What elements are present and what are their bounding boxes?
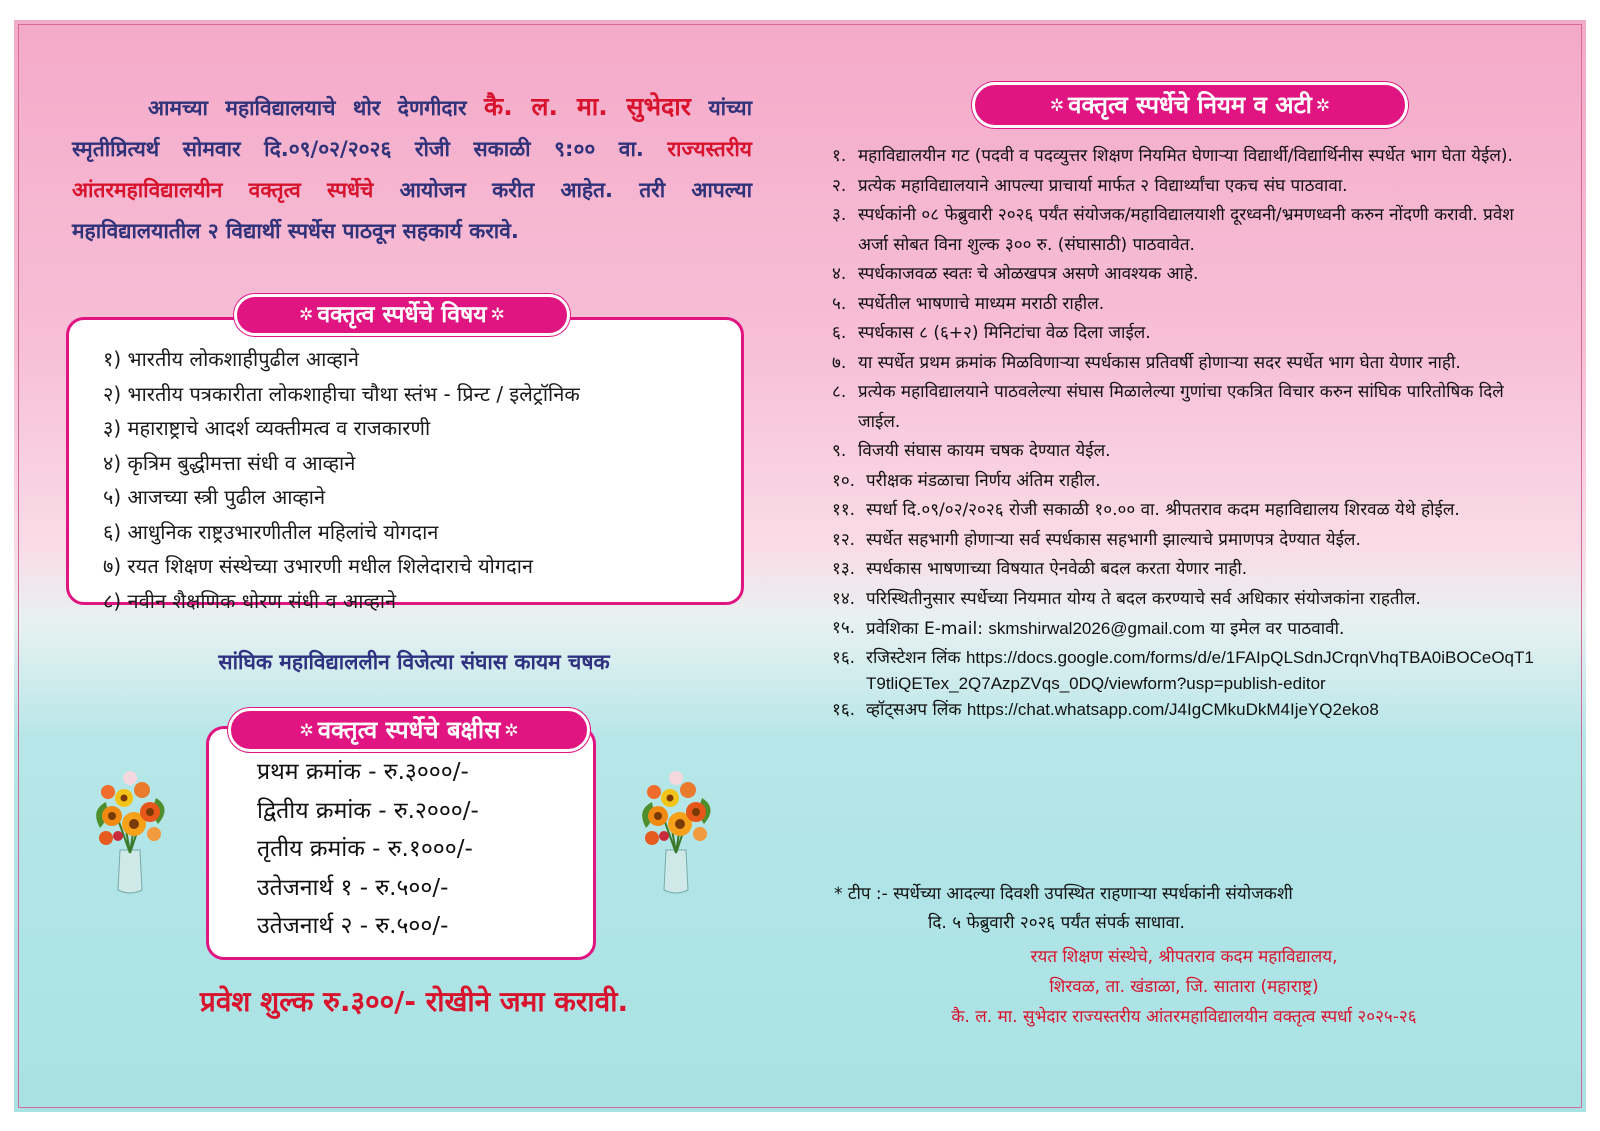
subjects-box [66, 317, 744, 613]
email-tail: या इमेल वर पाठवावी. [1210, 619, 1345, 639]
prize-item: द्वितीय क्रमांक - रु.२०००/- [257, 797, 479, 824]
note-line-1: * टीप :- स्पर्धेच्या आदल्या दिवशी उपस्थित राहणाऱ्या स्पर्धकांनी संयोजकशी [834, 884, 1293, 904]
rule-item [832, 585, 1540, 615]
prizes-heading-text: वक्तृत्व स्पर्धेचे बक्षीस [317, 716, 501, 744]
prize-item: उतेजनार्थ २ - रु.५००/- [257, 913, 449, 939]
rule-text: स्पर्धेत सहभागी होणाऱ्या सर्व स्पर्धकास सहभागी झाल्याचे प्रमाणपत्र देण्यात येईल. [866, 529, 1361, 550]
rule-number: २. [832, 175, 847, 196]
rule-item [832, 526, 1540, 556]
subject-item: ५) आजच्या स्त्री पुढील आव्हाने [103, 485, 326, 509]
rule-number: १४. [832, 588, 856, 609]
subject-item: ७) रयत शिक्षण संस्थेच्या उभारणी मधील शिलेदाराचे योगदान [103, 554, 534, 578]
subjects-list [69, 320, 741, 618]
asterisk-icon: ✲ [504, 721, 519, 741]
footer-line-2: शिरवळ, ता. खंडाळा, जि. सातारा (महाराष्ट्र) [1049, 977, 1319, 997]
subject-item: १) भारतीय लोकशाहीपुढील आव्हाने [103, 347, 360, 371]
intro-text-2: यांच्या स्मृतीप्रित्यर्थ सोमवार दि.०९/०२/२०२६ रोजी सकाळी ९:०० वा. [72, 96, 753, 161]
whatsapp-label: व्हॉट्सअप लिंक [866, 699, 962, 720]
email-label: प्रवेशिका E-mail: [866, 619, 983, 639]
whatsapp-link[interactable]: https://chat.whatsapp.com/J4IgCMkuDkM4IjeYQ2eko8 [966, 699, 1379, 719]
rule-number: १५. [832, 618, 856, 638]
rule-item [832, 496, 1540, 526]
donor-name: कै. ल. मा. सुभेदार [484, 92, 692, 121]
rule-item [832, 201, 1540, 260]
rule-text: स्पर्धकाजवळ स्वतः चे ओळखपत्र असणे आवश्यक आहे. [858, 264, 1199, 284]
rule-number: १६. [832, 699, 856, 720]
college-footer [844, 942, 1524, 1032]
rule-text: विजयी संघास कायम चषक देण्यात येईल. [858, 441, 1111, 461]
intro-paragraph [72, 86, 752, 252]
email-link[interactable]: skmshirwal2026@gmail.com [988, 619, 1205, 638]
rule-number: ५. [832, 293, 847, 314]
rule-text: महाविद्यालयीन गट (पदवी व पदव्युत्तर शिक्षण नियमित घेणाऱ्या विद्यार्थी/विद्यार्थिनीस स्पर्धेत भाग घेता येईल). [858, 146, 1513, 166]
note-line-2: दि. ५ फेब्रुवारी २०२६ पर्यंत संपर्क साधावा. [928, 913, 1185, 933]
subject-item: ८) नवीन शैक्षणिक धोरण संधी व आव्हाने [103, 588, 397, 613]
intro-text-1: आमच्या महाविद्यालयाचे थोर देणगीदार [148, 96, 467, 120]
rule-text: स्पर्धकास ८ (६+२) मिनिटांचा वेळ दिला जाईल. [858, 323, 1151, 343]
flower-bouquet-icon [84, 758, 176, 896]
rule-item [832, 467, 1540, 497]
footer-line-3: कै. ल. मा. सुभेदार राज्यस्तरीय आंतरमहाविद्यालयीन वक्तृत्व स्पर्धा २०२५-२६ [951, 1007, 1417, 1027]
prize-item: प्रथम क्रमांक - रु.३०००/- [257, 759, 469, 785]
prize-item: उतेजनार्थ १ - रु.५००/- [257, 874, 449, 901]
rule-item [832, 172, 1540, 202]
rule-text: स्पर्धेतील भाषणाचे माध्यम मराठी राहील. [858, 293, 1105, 314]
rule-item [832, 555, 1540, 585]
trophy-line: सांघिक महाविद्याललीन विजेत्या संघास कायम चषक [218, 650, 610, 674]
intro-text-3: आयोजन करीत आहेत. तरी आपल्या महाविद्यालयातील २ विद्यार्थी स्पर्धेस पाठवून सहकार्य करावे. [72, 178, 753, 243]
prizes-heading [228, 708, 590, 752]
rule-item [832, 349, 1540, 379]
rule-text: परीक्षक मंडळाचा निर्णय अंतिम राहील. [866, 470, 1101, 491]
prizes-box [206, 726, 596, 960]
entry-fee: प्रवेश शुल्क रु.३००/- रोखीने जमा करावी. [199, 985, 629, 1018]
rule-text: स्पर्धा दि.०९/०२/२०२६ रोजी सकाळी १०.०० वा. श्रीपतराव कदम महाविद्यालय शिरवळ येथे होईल. [866, 500, 1460, 520]
subject-item: २) भारतीय पत्रकारीता लोकशाहीचा चौथा स्तंभ - प्रिन्ट / इलेट्रॉनिक [103, 381, 580, 406]
asterisk-icon: ✲ [299, 721, 314, 741]
rule-item [832, 290, 1540, 320]
rule-number: ३. [832, 205, 847, 225]
rule-number: १. [832, 146, 847, 166]
registration-link[interactable]: https://docs.google.com/forms/d/e/1FAIpQLSdnJCrqnVhqTBA0iBOCeOqT1T9tliQETex_2Q7AzpZVqs_0DQ/viewform?usp=publish-editor [866, 647, 1534, 693]
rule-item [832, 319, 1540, 349]
contest-name: राज्यस्तरीय आंतरमहाविद्यालयीन वक्तृत्व स्पर्धेचे [72, 137, 752, 202]
registration-label: रजिस्टेशन लिंक [866, 647, 961, 668]
rule-number: १०. [832, 470, 856, 491]
asterisk-icon: ✲ [1049, 96, 1065, 116]
rule-text: स्पर्धकास भाषणाच्या विषयात ऐनवेळी बदल करता येणार नाही. [866, 559, 1248, 579]
note-block [834, 880, 1534, 938]
rule-text: प्रत्येक महाविद्यालयाने पाठवलेल्या संघास मिळालेल्या गुणांचा एकत्रित विचार करुन सांघिक पारितोषिक दिले जाईल. [858, 382, 1504, 432]
asterisk-icon: ✲ [1315, 96, 1331, 116]
rule-text: परिस्थितीनुसार स्पर्धेच्या नियमात योग्य ते बदल करण्याचे सर्व अधिकार संयोजकांना राहतील. [866, 588, 1421, 609]
flower-bouquet-icon [630, 758, 722, 896]
rule-text: स्पर्धकांनी ०८ फेब्रुवारी २०२६ पर्यंत संयोजक/महाविद्यालयाशी दूरध्वनी/भ्रमणध्वनी करुन नोंदणी करावी. प्रवेश अर्जा सोबत विना शुल्क ३०० रु. (संघासाठी) पाठवावेत. [858, 205, 1514, 255]
rule-item-registration [832, 645, 1540, 697]
subjects-heading [234, 294, 570, 336]
rule-number: ११. [832, 500, 856, 520]
rule-text: प्रत्येक महाविद्यालयाने आपल्या प्राचार्या मार्फत २ विद्यार्थ्यांचा एकच संघ पाठवावा. [858, 175, 1348, 196]
footer-line-1: रयत शिक्षण संस्थेचे, श्रीपतराव कदम महाविद्यालय, [1030, 947, 1338, 967]
subject-item: ४) कृत्रिम बुद्धीमत्ता संधी व आव्हाने [103, 450, 356, 475]
rules-heading [972, 82, 1408, 128]
rules-list [832, 142, 1540, 723]
rule-number: १२. [832, 529, 856, 550]
rule-number: १६. [832, 647, 856, 668]
subject-item: ६) आधुनिक राष्ट्रउभारणीतील महिलांचे योगदान [103, 519, 439, 544]
rule-item [832, 260, 1540, 290]
rule-item [832, 437, 1540, 467]
asterisk-icon: ✲ [490, 305, 505, 325]
rule-item [832, 142, 1540, 172]
rules-heading-text: वक्तृत्व स्पर्धेचे नियम व अटी [1068, 91, 1312, 119]
prize-item: तृतीय क्रमांक - रु.१०००/- [257, 836, 473, 862]
prizes-list [209, 729, 593, 946]
brochure-page [14, 20, 1586, 1112]
rule-item [832, 378, 1540, 437]
rule-item-email [832, 614, 1540, 645]
rule-text: या स्पर्धेत प्रथम क्रमांक मिळविणाऱ्या स्पर्धकास प्रतिवर्षी होणाऱ्या सदर स्पर्धेत भाग घेता येणार नाही. [858, 352, 1461, 373]
rule-number: ८. [832, 382, 847, 402]
rule-number: ७. [832, 352, 847, 373]
subject-item: ३) महाराष्ट्राचे आदर्श व्यक्तीमत्व व राजकारणी [103, 416, 431, 440]
rule-number: ६. [832, 323, 847, 343]
rule-number: ४. [832, 264, 847, 284]
rule-number: १३. [832, 559, 856, 579]
rule-number: ९. [832, 441, 847, 461]
rule-item-whatsapp [832, 697, 1540, 723]
asterisk-icon: ✲ [299, 305, 314, 325]
subjects-heading-text: वक्तृत्व स्पर्धेचे विषय [317, 302, 487, 328]
